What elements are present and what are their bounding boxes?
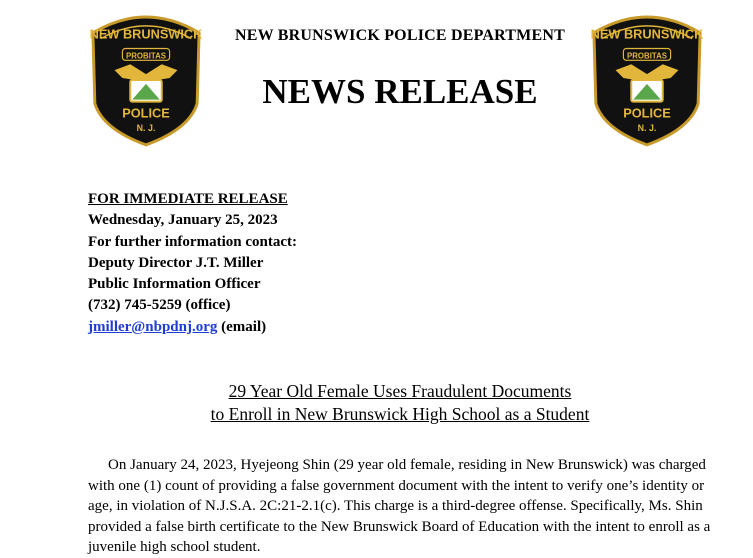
headline [0, 380, 753, 426]
badge-bottom-text: POLICE [122, 105, 170, 121]
badge-state-text: N. J. [637, 123, 657, 134]
body-text [88, 455, 718, 558]
contact-block [88, 189, 297, 338]
contact-name: Deputy Director J.T. Miller [88, 254, 264, 271]
headline-line-2: to Enroll in New Brunswick High School as a Student [210, 404, 590, 424]
badge-bottom-text: POLICE [623, 105, 671, 121]
contact-role: Public Information Officer [88, 276, 261, 293]
badge-state-text: N. J. [136, 123, 156, 134]
badge-motto: PROBITAS [125, 51, 167, 61]
email-suffix: (email) [217, 318, 267, 335]
contact-phone: (732) 745-5259 (office) [88, 297, 231, 314]
department-name: NEW BRUNSWICK POLICE DEPARTMENT [235, 27, 565, 44]
release-label: FOR IMMEDIATE RELEASE [88, 191, 288, 207]
contact-email-row [88, 317, 297, 338]
badge-top-text: NEW BRUNSWICK [89, 26, 203, 42]
badge-motto: PROBITAS [626, 51, 668, 61]
email-link[interactable]: jmiller@nbpdnj.org [88, 318, 218, 335]
release-date: Wednesday, January 25, 2023 [88, 212, 278, 229]
contact-info-label: For further information contact: [88, 233, 297, 250]
body-paragraph: On January 24, 2023, Hyejeong Shin (29 year old female, residing in New Brunswick) was charged with one (1) count of providing a false government document with the intent to verify one’s identity or age, in violation of N.J.S.A. 2C:21-2.1(c). This charge is a third-degree offense. Specifically, Ms. Shin provided a false birth certificate to the New Brunswick Board of Education with the intent to enroll as a juvenile high school student. [88, 457, 711, 555]
page-title: NEWS RELEASE [262, 72, 538, 111]
headline-line-1: 29 Year Old Female Uses Fraudulent Documents [228, 381, 572, 401]
badge-top-text: NEW BRUNSWICK [590, 26, 704, 42]
